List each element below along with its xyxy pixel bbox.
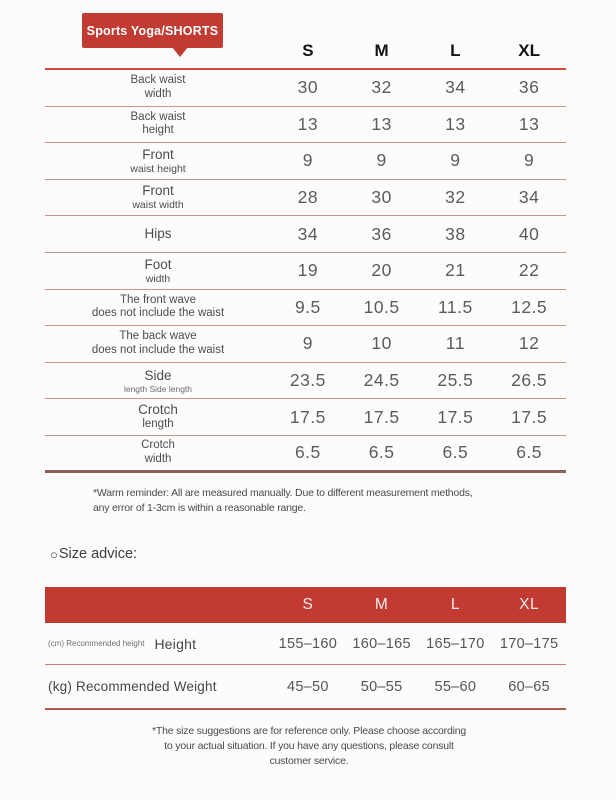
row-label-line: Hips xyxy=(144,226,172,242)
size-advice-heading-label: Size advice: xyxy=(58,546,138,562)
row-label-line: Side xyxy=(144,367,172,383)
measurement-value: 13 xyxy=(371,113,392,134)
measurement-value: 6.5 xyxy=(368,442,395,463)
measurement-value: 9 xyxy=(302,150,313,171)
column-header-m: M xyxy=(374,41,389,60)
advice-value: 170–175 xyxy=(499,635,559,652)
advice-column-header-l: L xyxy=(450,596,460,613)
circle-icon: ○ xyxy=(50,546,58,562)
size-advice-body xyxy=(45,623,566,710)
measurement-value: 12.5 xyxy=(511,296,548,317)
measurement-value: 10.5 xyxy=(363,296,400,317)
measurement-value: 9.5 xyxy=(294,296,321,317)
measurement-value: 24.5 xyxy=(363,370,400,391)
measurement-value: 32 xyxy=(371,77,392,98)
table-row xyxy=(45,436,566,473)
table-row xyxy=(45,70,566,107)
measurement-value: 30 xyxy=(371,187,392,208)
row-label-line: Foot xyxy=(144,256,172,272)
measurement-value: 38 xyxy=(445,223,466,244)
advice-column-header-m: M xyxy=(374,596,389,613)
row-label xyxy=(45,294,271,321)
advice-value: 60–65 xyxy=(508,678,551,695)
row-label-line: waist height xyxy=(130,162,186,175)
row-label-line: Back waist xyxy=(130,74,186,87)
measurement-value: 17.5 xyxy=(511,406,548,427)
advice-value: 45–50 xyxy=(286,678,329,695)
advice-column-header-s: S xyxy=(302,596,314,613)
row-label-line: does not include the waist xyxy=(91,343,225,356)
badge-label: Sports Yoga/SHORTS xyxy=(86,23,219,38)
row-label-line: Front xyxy=(142,146,174,162)
advice-row-prefix: (cm) Recommended height xyxy=(48,639,145,648)
table-row xyxy=(45,399,566,436)
table-row xyxy=(45,143,566,180)
measurement-value: 36 xyxy=(371,223,392,244)
measurement-value: 10 xyxy=(371,333,392,354)
measurement-value: 26.5 xyxy=(511,370,548,391)
measurement-value: 6.5 xyxy=(294,442,321,463)
table-row xyxy=(45,107,566,144)
table-row xyxy=(45,326,566,363)
row-label-line: does not include the waist xyxy=(91,307,225,320)
table-row xyxy=(45,363,566,400)
measurement-value: 9 xyxy=(450,150,461,171)
advice-table-row xyxy=(45,623,566,665)
measurement-value: 34 xyxy=(445,77,466,98)
advice-column-header-xl: XL xyxy=(519,596,540,613)
column-header-s: S xyxy=(302,41,314,60)
column-header-l: L xyxy=(450,41,461,60)
size-advice-table xyxy=(45,587,566,710)
advice-row-label xyxy=(45,636,271,652)
row-label-line: Crotch xyxy=(141,439,175,452)
measurement-value: 17.5 xyxy=(437,406,474,427)
row-label-line: The back wave xyxy=(119,330,197,343)
row-label-line: length xyxy=(142,418,174,431)
measurement-value: 20 xyxy=(371,260,392,281)
measurement-value: 17.5 xyxy=(289,406,326,427)
measurement-value: 9 xyxy=(302,333,313,354)
row-label-line: Back waist xyxy=(130,110,186,123)
row-label-line: Crotch xyxy=(138,402,178,418)
measurement-value: 9 xyxy=(376,150,387,171)
advice-value: 50–55 xyxy=(360,678,403,695)
row-label-line: The front wave xyxy=(119,293,197,306)
measurement-value: 32 xyxy=(445,187,466,208)
measurement-value: 28 xyxy=(297,187,319,208)
row-label xyxy=(45,147,271,175)
row-label xyxy=(45,439,271,466)
size-advice-header-row xyxy=(45,587,566,623)
advice-value: 165–170 xyxy=(426,635,485,652)
advice-table-row xyxy=(45,665,566,710)
row-label xyxy=(45,402,271,431)
measurement-value: 13 xyxy=(518,113,540,134)
size-advice-heading xyxy=(50,546,137,562)
row-label-line: width xyxy=(145,272,171,285)
measurement-value: 12 xyxy=(518,333,540,354)
measurement-value: 11 xyxy=(445,333,465,354)
measurement-value: 17.5 xyxy=(363,406,400,427)
warm-reminder-note: *Warm reminder: All are measured manually. Due to different measurement methods, any error of 1-3cm is within a reasonable range. xyxy=(93,487,473,515)
row-label-line: waist width xyxy=(132,199,184,212)
measurement-value: 25.5 xyxy=(437,370,474,391)
measurement-value: 11.5 xyxy=(437,296,473,317)
advice-row-label-text: Height xyxy=(154,635,197,652)
row-label xyxy=(45,74,271,101)
size-table-body xyxy=(45,70,566,473)
measurement-value: 9 xyxy=(524,150,535,171)
badge-pointer-arrow-icon xyxy=(172,47,188,57)
measurement-value: 40 xyxy=(518,223,540,244)
measurement-value: 19 xyxy=(297,260,319,281)
advice-value: 155–160 xyxy=(278,635,338,652)
measurement-value: 22 xyxy=(518,260,540,281)
row-label xyxy=(45,368,271,394)
row-label-line: Front xyxy=(142,183,174,199)
row-label-line: height xyxy=(142,124,174,137)
product-category-badge xyxy=(82,13,223,48)
measurement-value: 13 xyxy=(445,113,466,134)
measurement-value: 23.5 xyxy=(289,370,326,391)
table-row xyxy=(45,216,566,253)
measurement-value: 30 xyxy=(297,77,319,98)
advice-row-label-text: (kg) Recommended Weight xyxy=(48,679,217,694)
measurement-value: 36 xyxy=(518,77,540,98)
advice-value: 55–60 xyxy=(434,678,477,695)
measurement-value: 21 xyxy=(445,260,466,281)
measurement-value: 13 xyxy=(297,113,319,134)
row-label-line: width xyxy=(144,452,172,465)
row-label-line: length Side length xyxy=(123,383,193,394)
size-suggestion-disclaimer-note: *The size suggestions are for reference only. Please choose according to your actual situation. If you have any questions, please consult customer service. xyxy=(151,725,467,768)
row-label xyxy=(45,330,271,357)
row-label-line: width xyxy=(144,87,172,100)
measurement-value: 6.5 xyxy=(442,442,469,463)
table-row xyxy=(45,180,566,217)
row-label xyxy=(45,111,271,138)
row-label xyxy=(45,226,271,242)
measurement-value: 6.5 xyxy=(516,442,543,463)
size-measurement-table xyxy=(45,28,566,473)
advice-value: 160–165 xyxy=(352,635,411,652)
column-header-xl: XL xyxy=(518,41,540,60)
measurement-value: 34 xyxy=(518,187,540,208)
table-row xyxy=(45,253,566,290)
row-label xyxy=(45,257,271,285)
measurement-value: 34 xyxy=(297,223,319,244)
row-label xyxy=(45,183,271,211)
advice-row-label xyxy=(45,679,271,694)
table-row xyxy=(45,290,566,327)
